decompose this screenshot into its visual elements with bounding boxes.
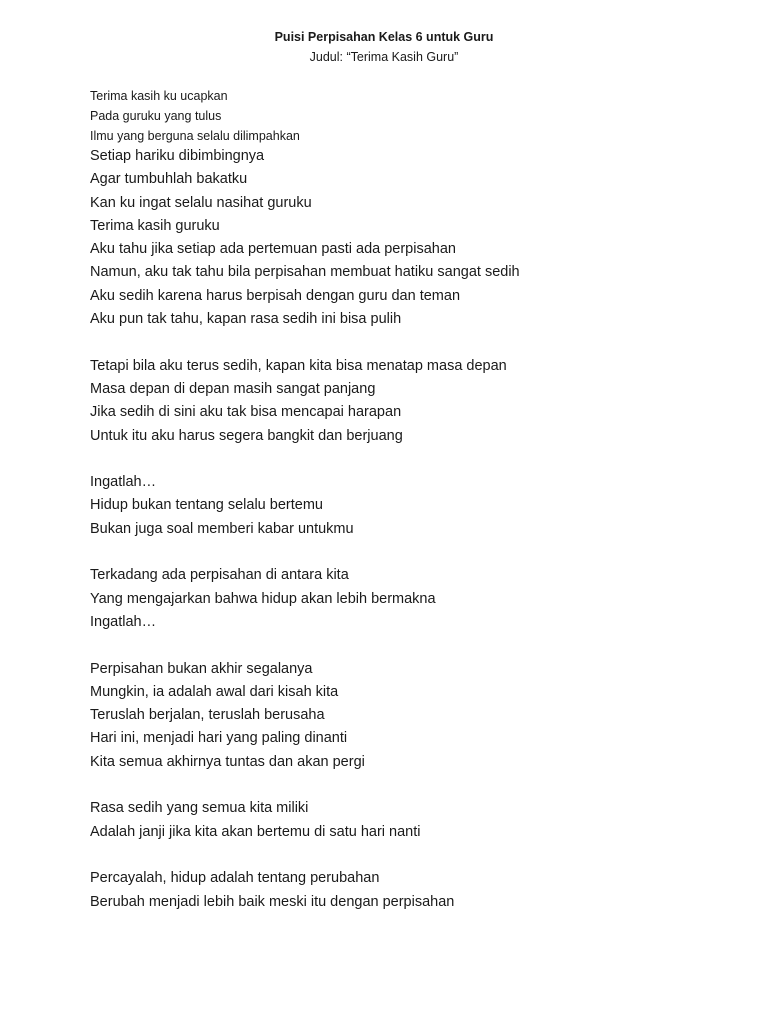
poem-line: Perpisahan bukan akhir segalanya	[90, 660, 313, 677]
poem-line: Tetapi bila aku terus sedih, kapan kita bisa menatap masa depan	[90, 357, 507, 374]
poem-line: Untuk itu aku harus segera bangkit dan berjuang	[90, 427, 403, 444]
poem-line: Rasa sedih yang semua kita miliki	[90, 800, 309, 817]
poem-line: Setiap hariku dibimbingnya	[90, 148, 265, 164]
stanza-break	[90, 541, 730, 564]
stanza-break	[90, 331, 730, 354]
poem-line: Masa depan di depan masih sangat panjang	[90, 380, 376, 397]
poem-line: Percayalah, hidup adalah tentang perubahan	[90, 870, 380, 887]
poem-line: Kita semua akhirnya tuntas dan akan pergi	[90, 753, 365, 770]
stanza-break	[90, 774, 730, 797]
poem-line: Aku tahu jika setiap ada pertemuan pasti ada perpisahan	[90, 241, 456, 258]
poem-line: Hidup bukan tentang selalu bertemu	[90, 497, 323, 514]
poem-line: Terima kasih ku ucapkan	[90, 89, 228, 103]
poem-line: Aku sedih karena harus berpisah dengan guru dan teman	[90, 287, 461, 304]
poem-line: Adalah janji jika kita akan bertemu di satu hari nanti	[90, 823, 421, 840]
poem-line: Terkadang ada perpisahan di antara kita	[90, 567, 349, 584]
poem-line: Aku pun tak tahu, kapan rasa sedih ini bisa pulih	[90, 311, 402, 328]
poem-line: Agar tumbuhlah bakatku	[90, 171, 248, 188]
stanza-break	[90, 448, 730, 471]
poem-line: Hari ini, menjadi hari yang paling dinanti	[90, 730, 348, 747]
poem-line: Mungkin, ia adalah awal dari kisah kita	[90, 683, 339, 700]
poem-line: Terima kasih guruku	[90, 217, 220, 234]
poem-line: Pada guruku yang tulus	[90, 109, 222, 123]
poem-line: Teruslah berjalan, teruslah berusaha	[90, 707, 325, 724]
poem-line: Bukan juga soal memberi kabar untukmu	[90, 520, 354, 537]
document-title: Puisi Perpisahan Kelas 6 untuk Guru	[274, 30, 494, 44]
document-subtitle: Judul: “Terima Kasih Guru”	[309, 50, 459, 64]
poem-opening-stanza	[90, 86, 710, 146]
poem-line: Kan ku ingat selalu nasihat guruku	[90, 194, 312, 211]
poem-line: Ilmu yang berguna selalu dilimpahkan	[90, 129, 300, 143]
poem-line: Namun, aku tak tahu bila perpisahan membuat hatiku sangat sedih	[90, 264, 520, 281]
poem-line: Berubah menjadi lebih baik meski itu dengan perpisahan	[90, 893, 455, 910]
poem-line: Ingatlah…	[90, 613, 157, 630]
poem-line: Jika sedih di sini aku tak bisa mencapai harapan	[90, 404, 402, 421]
poem-line: Yang mengajarkan bahwa hidup akan lebih bermakna	[90, 590, 436, 607]
poem-body	[90, 145, 730, 914]
poem-line: Ingatlah…	[90, 474, 157, 491]
stanza-break	[90, 634, 730, 657]
stanza-break	[90, 844, 730, 867]
